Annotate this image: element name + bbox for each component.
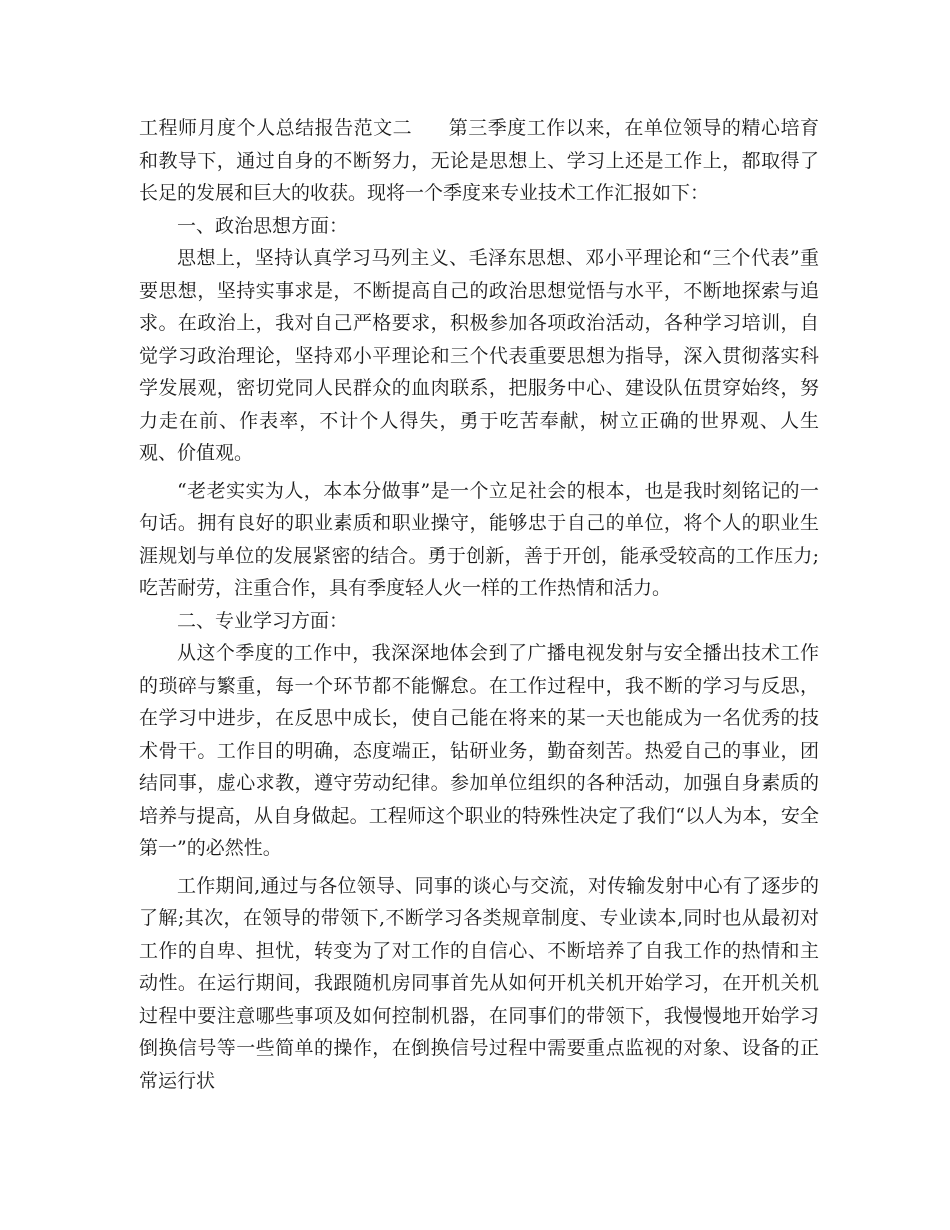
- paragraph-motto: “老老实实为人，本本分做事”是一个立足社会的根本，也是我时刻铭记的一句话。拥有良好的职业素质和职业操守，能够忠于自己的单位，将个人的职业生涯规划与单位的发展紧密的结合。勇于创新，善于开创，能承受较高的工作压力;吃苦耐劳，注重合作，具有季度轻人火一样的工作热情和活力。: [139, 479, 819, 599]
- section-heading-political: 一、政治思想方面：: [177, 214, 349, 237]
- paragraph-intro: 第三季度工作以来，在单位领导的精心培育和教导下，通过自身的不断努力，无论是思想上、学习上还是工作上，都取得了长足的发展和巨大的收获。现将一个季度来专业技术工作汇报如下：: [139, 117, 819, 204]
- paragraph-work-period: 工作期间,通过与各位领导、同事的谈心与交流，对传输发射中心有了逐步的了解;其次，在领导的带领下,不断学习各类规章制度、专业读本,同时也从最初对工作的自卑、担忧，转变为了对工作的自信心、不断培养了自我工作的热情和主动性。在运行期间，我跟随机房同事首先从如何开机关机开始学习，在开机关机过程中要注意哪些事项及如何控制机器，在同事们的带领下，我慢慢地开始学习倒换信号等一些简单的操作，在倒换信号过程中需要重点监视的对象、设备的正常运行状: [139, 874, 819, 1092]
- document-title: 工程师月度个人总结报告范文二: [139, 117, 413, 139]
- intro-paragraph: [139, 112, 819, 210]
- document-body: [139, 112, 819, 1097]
- section-heading-study: 二、专业学习方面：: [177, 609, 349, 632]
- paragraph-political: 思想上，坚持认真学习马列主义、毛泽东思想、邓小平理论和“三个代表”重要思想，坚持实事求是，不断提高自己的政治思想觉悟与水平，不断地探索与追求。在政治上，我对自己严格要求，积极参加各项政治活动，各种学习培训，自觉学习政治理论，坚持邓小平理论和三个代表重要思想为指导，深入贯彻落实科学发展观，密切党同人民群众的血肉联系，把服务中心、建设队伍贯穿始终，努力走在前、作表率，不计个人得失，勇于吃苦奉献，树立正确的世界观、人生观、价值观。: [139, 247, 819, 464]
- paragraph-study: 从这个季度的工作中，我深深地体会到了广播电视发射与安全播出技术工作的琐碎与繁重，每一个环节都不能懈怠。在工作过程中，我不断的学习与反思，在学习中进步，在反思中成长，使自己能在将来的某一天也能成为一名优秀的技术骨干。工作目的明确，态度端正，钻研业务，勤奋刻苦。热爱自己的事业，团结同事，虚心求教，遵守劳动纪律。参加单位组织的各种活动，加强自身素质的培养与提高，从自身做起。工程师这个职业的特殊性决定了我们“以人为本，安全第一”的必然性。: [139, 642, 819, 859]
